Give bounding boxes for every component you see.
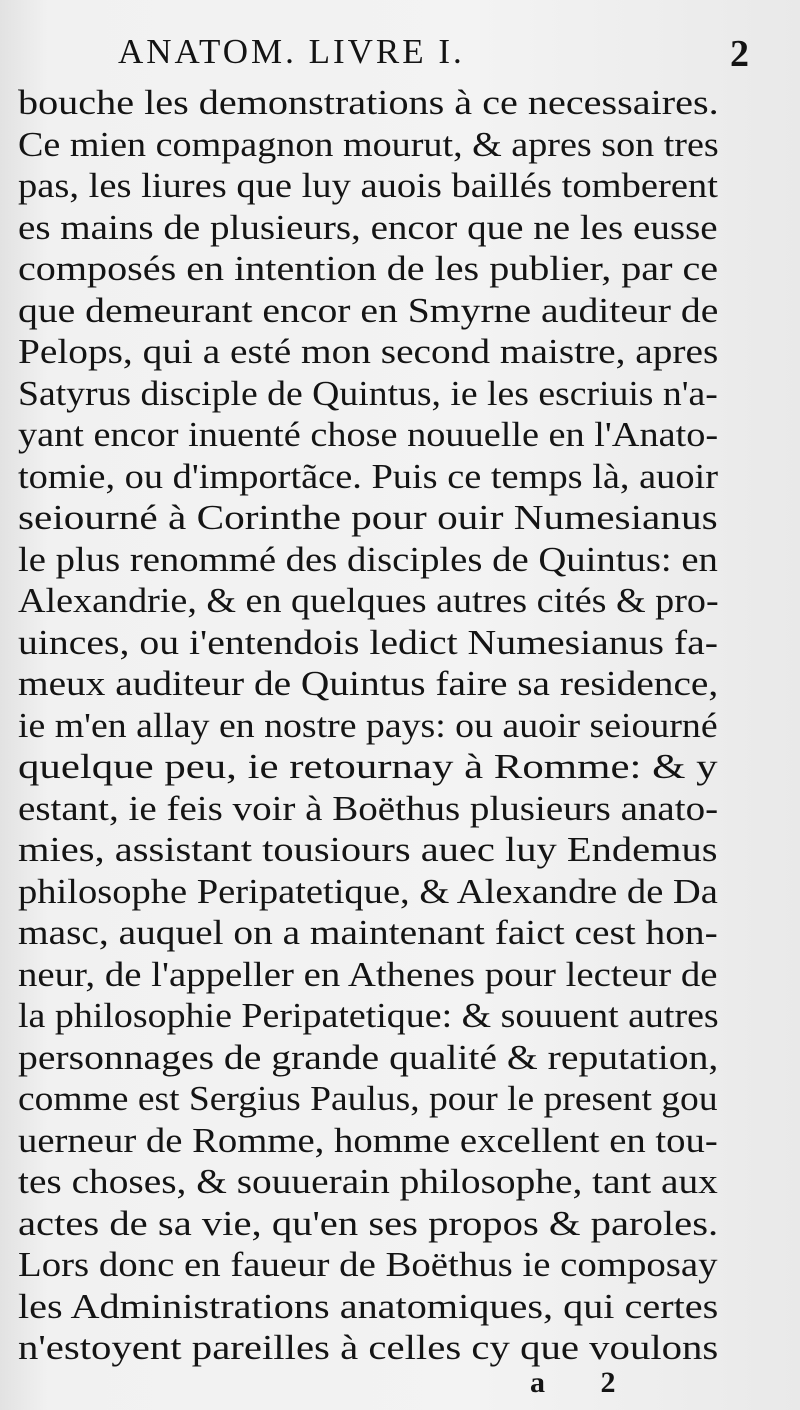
text-line: pas, les liures que luy auois baillés tomberent [18,166,718,205]
text-line: seiourné à Corinthe pour ouir Numesianus [18,498,718,537]
body-text [18,82,718,1369]
text-line: uinces, ou i'entendois ledict Numesianus fa- [18,622,718,662]
text-line: Satyrus disciple de Quintus, ie les escriuis n'a- [18,373,718,413]
text-line: Lors donc en faueur de Boëthus ie composay [18,1245,718,1284]
text-line: tes choses, & souuerain philosophe, tant aux [18,1162,718,1201]
text-line: neur, de l'appeller en Athenes pour lecteur de [18,954,718,994]
text-line: meux auditeur de Quintus faire sa residence, [18,664,719,703]
text-line: yant encor inuenté chose nouuelle en l'Anato- [18,415,719,454]
text-line: actes de sa vie, qu'en ses propos & paroles. [18,1203,719,1243]
text-line: philosophe Peripatetique, & Alexandre de Da [18,871,718,911]
running-head-title: ANATOM. LIVRE I. [118,32,465,71]
text-line: personnages de grande qualité & reputation, [18,1037,719,1077]
text-line: que demeurant encor en Smyrne auditeur de [18,290,719,330]
text-line: es mains de plusieurs, encor que ne les eusse [18,207,718,247]
text-line: estant, ie feis voir à Boëthus plusieurs anato- [18,788,719,828]
text-line: Alexandrie, & en quelques autres cités & pro- [18,581,719,620]
text-line: Pelops, qui a esté mon second maistre, apres [18,332,719,371]
text-line: la philosophie Peripatetique: & souuent autres [18,996,719,1035]
text-line: quelque peu, ie retournay à Romme: & y [18,747,718,786]
running-head [0,28,800,78]
text-line: les Administrations anatomiques, qui certes [18,1286,719,1326]
text-line: n'estoyent pareilles à celles cy que voulons [18,1328,719,1367]
signature-mark: a 2 [530,1366,640,1399]
text-line: comme est Sergius Paulus, pour le present gou [18,1079,718,1118]
text-line: masc, auquel on a maintenant faict cest hon- [18,913,718,952]
text-line: mies, assistant tousiours auec luy Endemus [18,830,718,869]
text-line: Ce mien compagnon mourut, & apres son tres [18,124,719,164]
text-line: le plus renommé des disciples de Quintus: en [18,539,718,579]
text-line: ie m'en allay en nostre pays: ou auoir seiourné [18,705,718,745]
text-line: uerneur de Romme, homme excellent en tou- [18,1120,718,1160]
text-line: tomie, ou d'importãce. Puis ce temps là, auoir [18,456,719,496]
text-line: bouche les demonstrations à ce necessaires. [18,83,719,122]
page-number: 2 [730,33,749,75]
text-line: composés en intention de les publier, par ce [18,249,719,288]
